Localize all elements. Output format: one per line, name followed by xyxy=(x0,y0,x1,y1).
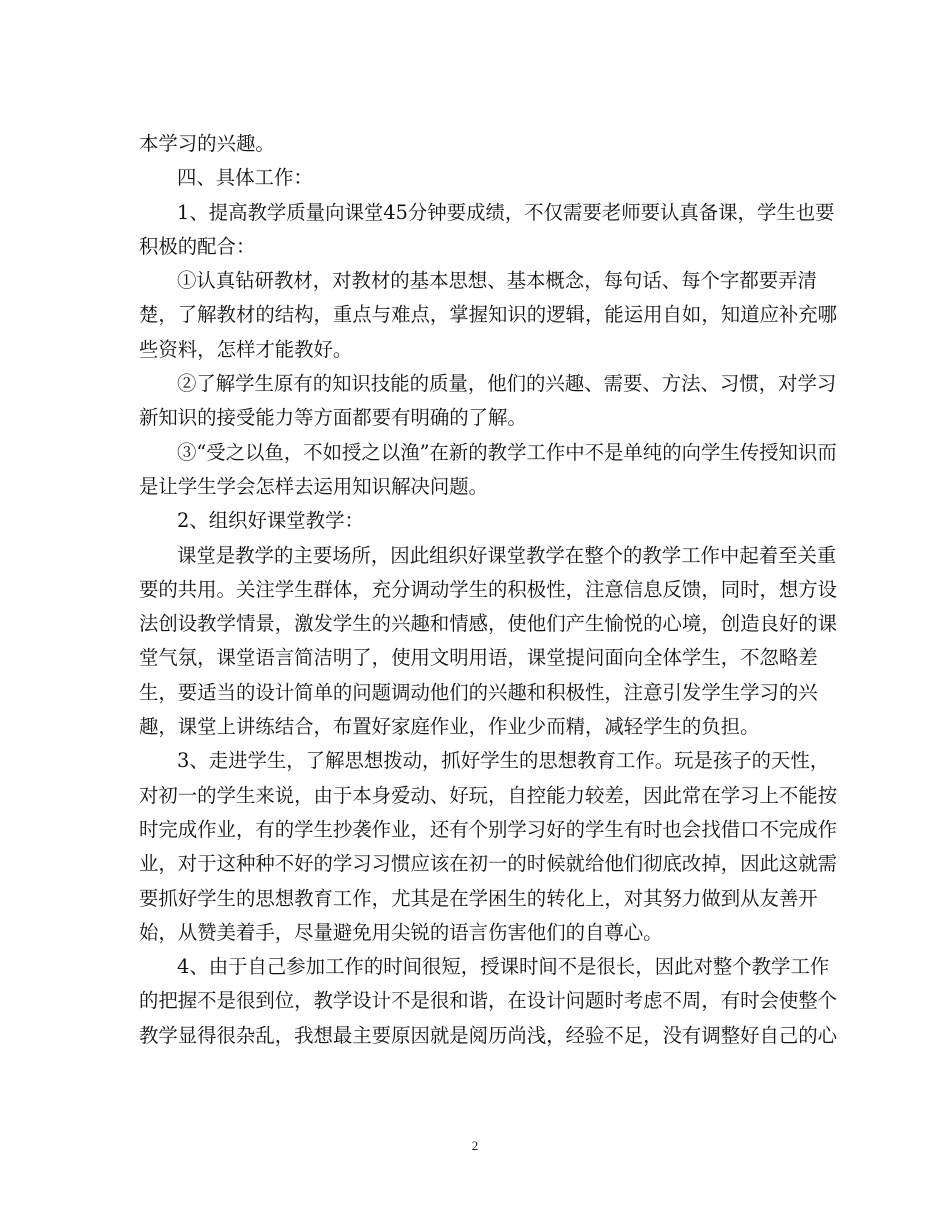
text-line: 堂气氛，课堂语言简洁明了，使用文明用语，课堂提问面向全体学生，不忽略差 xyxy=(139,646,818,670)
text-line: 法创设教学情景，激发学生的兴趣和情感，使他们产生愉悦的心境，创造良好的课 xyxy=(139,612,838,636)
text-line: 要的共用。关注学生群体，充分调动学生的积极性，注意信息反馈，同时，想方设 xyxy=(139,577,838,601)
text-line: 本学习的兴趣。 xyxy=(139,132,275,155)
text-line: 4、由于自己参加工作的时间很短，授课时间不是很长，因此对整个教学工作 xyxy=(177,955,830,979)
text-line: 要抓好学生的思想教育工作，尤其是在学困生的转化上，对其努力做到从友善开 xyxy=(139,886,818,910)
page-number: 2 xyxy=(471,1138,479,1153)
text-line: 些资料，怎样才能教好。 xyxy=(139,337,353,361)
text-line: 3、走进学生，了解思想拨动，抓好学生的思想教育工作。玩是孩子的天性， xyxy=(177,749,830,773)
text-line: 始，从赞美着手，尽量避免用尖锐的语言伤害他们的自尊心。 xyxy=(139,920,663,944)
text-line: 趣，课堂上讲练结合，布置好家庭作业，作业少而精，减轻学生的负担。 xyxy=(139,715,760,739)
text-line: 对初一的学生来说，由于本身爱动、好玩，自控能力较差，因此常在学习上不能按 xyxy=(139,783,838,807)
text-line: 课堂是教学的主要场所，因此组织好课堂教学在整个的教学工作中起着至关重 xyxy=(177,543,837,567)
text-line: 是让学生学会怎样去运用知识解决问题。 xyxy=(139,474,489,498)
text-line: 生，要适当的设计简单的问题调动他们的兴趣和积极性，注意引发学生学习的兴 xyxy=(139,680,818,704)
text-line: 业，对于这种种不好的学习习惯应该在初一的时候就给他们彻底改掉，因此这就需 xyxy=(139,852,838,876)
text-line: 的把握不是很到位，教学设计不是很和谐，在设计问题时考虑不周，有时会使整个 xyxy=(139,989,838,1013)
text-line: ③“受之以鱼，不如授之以渔”在新的教学工作中不是单纯的向学生传授知识而 xyxy=(177,440,837,464)
text-line: 楚，了解教材的结构，重点与难点，掌握知识的逻辑，能运用自如，知道应补充哪 xyxy=(139,303,838,327)
text-line: 新知识的接受能力等方面都要有明确的了解。 xyxy=(139,406,527,430)
text-line: 时完成作业，有的学生抄袭作业，还有个别学习好的学生有时也会找借口不完成作 xyxy=(139,817,838,841)
body-text xyxy=(139,127,838,1053)
text-line: 积极的配合： xyxy=(139,234,256,258)
text-line: ②了解学生原有的知识技能的质量，他们的兴趣、需要、方法、习惯，对学习 xyxy=(177,372,837,396)
text-line: 四、具体工作： xyxy=(177,166,313,190)
text-block xyxy=(139,127,838,1053)
text-line: ①认真钻研教材，对教材的基本思想、基本概念，每句话、每个字都要弄清 xyxy=(177,269,817,293)
text-line: 2、组织好课堂教学： xyxy=(177,509,364,533)
text-line: 教学显得很杂乱，我想最主要原因就是阅历尚浅，经验不足，没有调整好自己的心 xyxy=(139,1023,838,1047)
text-line: 1、提高教学质量向课堂45分钟要成绩，不仅需要老师要认真备课，学生也要 xyxy=(177,200,835,224)
